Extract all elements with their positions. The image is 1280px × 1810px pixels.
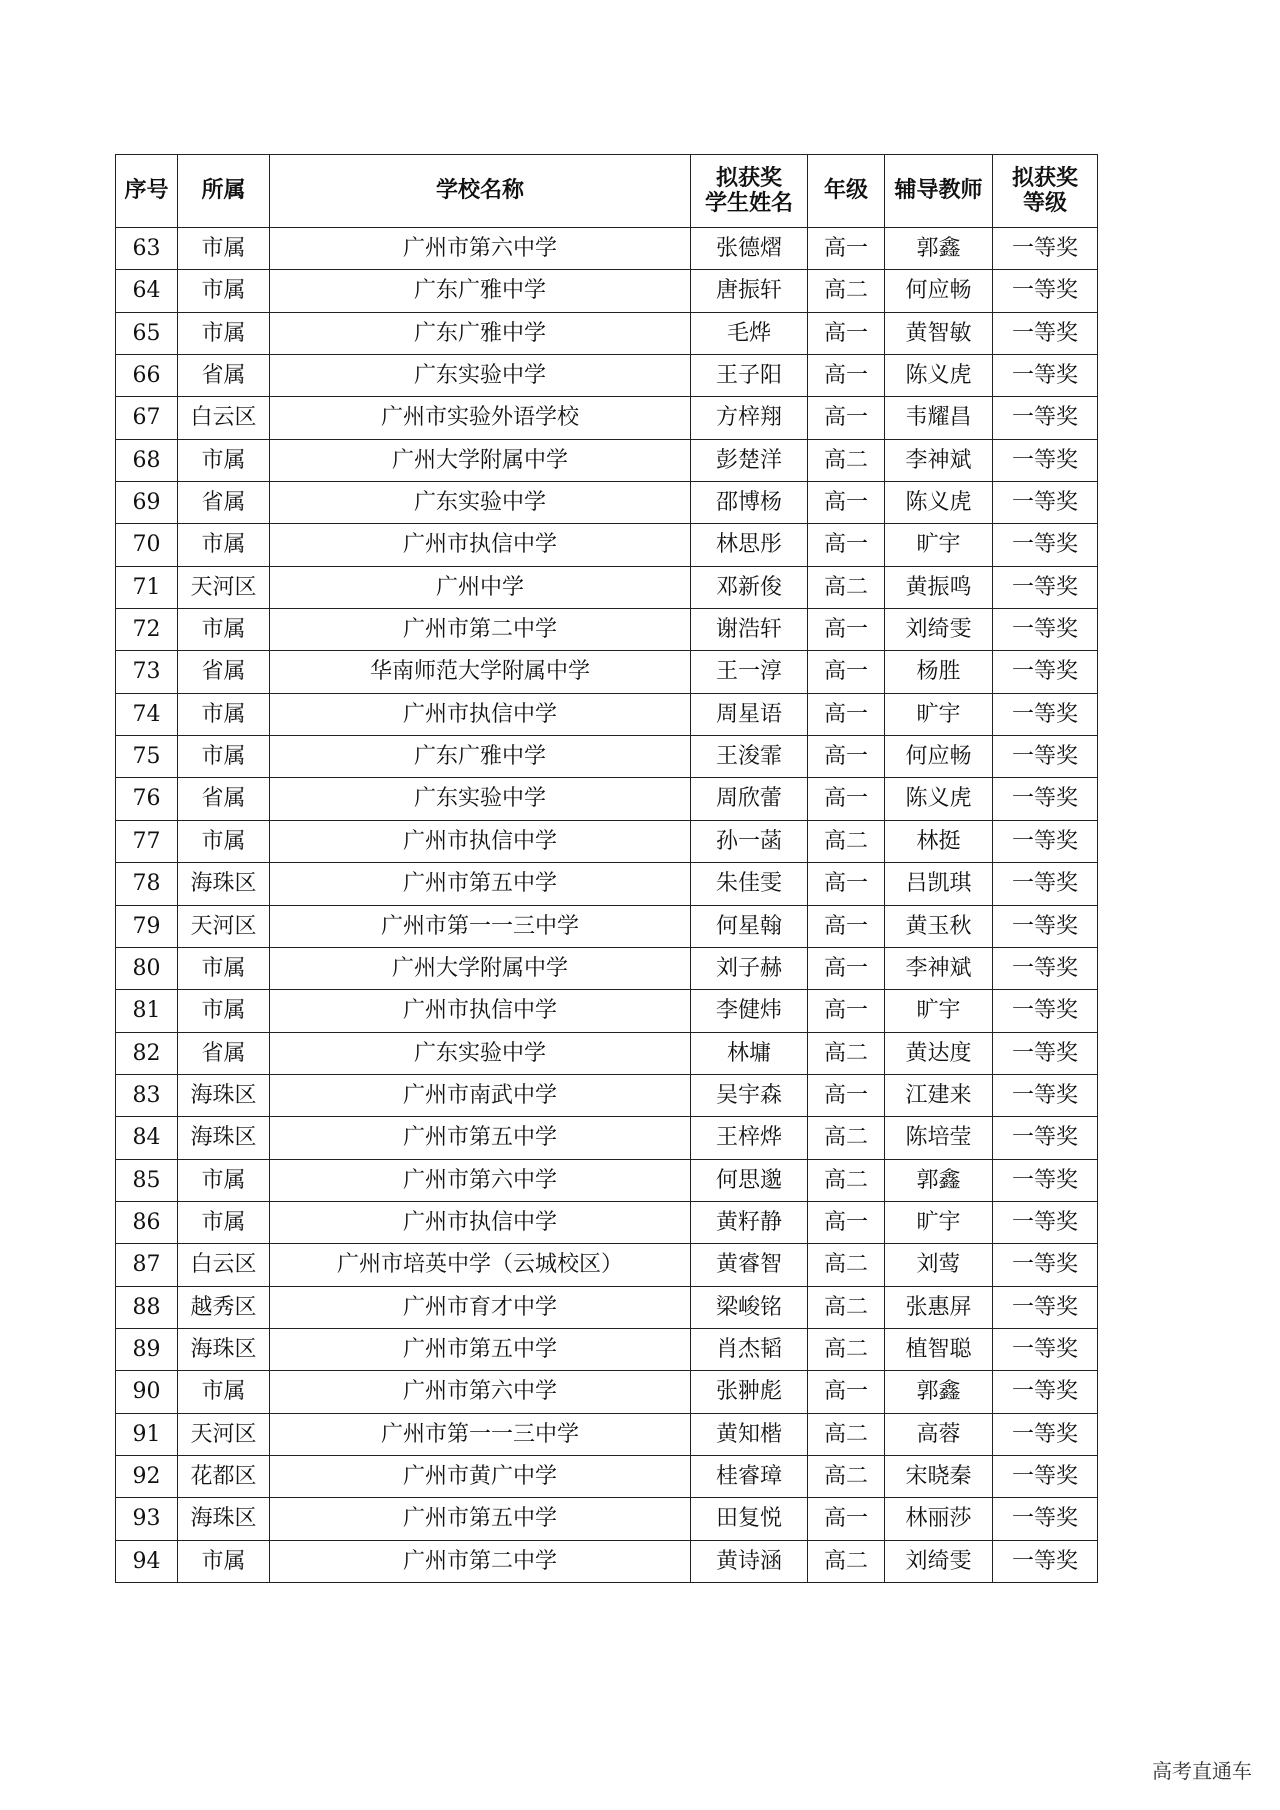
cell-affiliation: 省属 [178, 1032, 270, 1074]
cell-teacher: 刘绮雯 [885, 1540, 993, 1582]
cell-index: 74 [116, 693, 178, 735]
cell-teacher: 旷宇 [885, 1201, 993, 1243]
table-row [116, 1498, 1098, 1540]
header-award [993, 155, 1098, 228]
cell-student: 周欣蕾 [691, 778, 808, 820]
cell-index: 70 [116, 524, 178, 566]
cell-award: 一等奖 [993, 863, 1098, 905]
cell-school: 广州市培英中学（云城校区） [270, 1244, 691, 1286]
cell-grade: 高二 [808, 1328, 885, 1370]
cell-school: 广东实验中学 [270, 355, 691, 397]
cell-grade: 高一 [808, 947, 885, 989]
cell-school: 广州市育才中学 [270, 1286, 691, 1328]
awards-table [115, 154, 1098, 1583]
table-row [116, 566, 1098, 608]
table-row [116, 1455, 1098, 1497]
cell-school: 广州市第五中学 [270, 1498, 691, 1540]
cell-award: 一等奖 [993, 397, 1098, 439]
cell-school: 广州市执信中学 [270, 1201, 691, 1243]
cell-school: 广东实验中学 [270, 482, 691, 524]
cell-student: 刘子赫 [691, 947, 808, 989]
cell-index: 81 [116, 990, 178, 1032]
table-row [116, 1413, 1098, 1455]
cell-student: 唐振轩 [691, 270, 808, 312]
cell-teacher: 陈培莹 [885, 1117, 993, 1159]
cell-student: 方梓翔 [691, 397, 808, 439]
cell-school: 广州市执信中学 [270, 820, 691, 862]
cell-student: 黄知楷 [691, 1413, 808, 1455]
cell-award: 一等奖 [993, 1201, 1098, 1243]
cell-award: 一等奖 [993, 1244, 1098, 1286]
cell-award: 一等奖 [993, 693, 1098, 735]
cell-index: 63 [116, 228, 178, 270]
cell-student: 黄籽静 [691, 1201, 808, 1243]
cell-grade: 高一 [808, 736, 885, 778]
cell-index: 94 [116, 1540, 178, 1582]
cell-school: 广州市第六中学 [270, 1371, 691, 1413]
cell-grade: 高二 [808, 566, 885, 608]
cell-index: 92 [116, 1455, 178, 1497]
cell-affiliation: 市属 [178, 270, 270, 312]
table-row [116, 1371, 1098, 1413]
cell-index: 85 [116, 1159, 178, 1201]
cell-school: 广东广雅中学 [270, 270, 691, 312]
cell-grade: 高二 [808, 1032, 885, 1074]
table-row [116, 947, 1098, 989]
cell-index: 91 [116, 1413, 178, 1455]
cell-award: 一等奖 [993, 1159, 1098, 1201]
table-row [116, 1244, 1098, 1286]
cell-grade: 高二 [808, 1540, 885, 1582]
cell-grade: 高一 [808, 609, 885, 651]
cell-affiliation: 市属 [178, 820, 270, 862]
cell-teacher: 旷宇 [885, 693, 993, 735]
cell-student: 邓新俊 [691, 566, 808, 608]
table-row [116, 312, 1098, 354]
cell-affiliation: 市属 [178, 693, 270, 735]
cell-index: 89 [116, 1328, 178, 1370]
cell-teacher: 黄达度 [885, 1032, 993, 1074]
cell-affiliation: 越秀区 [178, 1286, 270, 1328]
cell-affiliation: 市属 [178, 609, 270, 651]
cell-grade: 高二 [808, 1286, 885, 1328]
cell-award: 一等奖 [993, 947, 1098, 989]
cell-affiliation: 市属 [178, 228, 270, 270]
cell-teacher: 张惠屏 [885, 1286, 993, 1328]
cell-index: 84 [116, 1117, 178, 1159]
cell-award: 一等奖 [993, 1540, 1098, 1582]
cell-student: 张翀彪 [691, 1371, 808, 1413]
cell-index: 69 [116, 482, 178, 524]
cell-school: 广州市第五中学 [270, 863, 691, 905]
cell-student: 梁峻铭 [691, 1286, 808, 1328]
cell-teacher: 陈义虎 [885, 355, 993, 397]
cell-index: 79 [116, 905, 178, 947]
table-row [116, 482, 1098, 524]
header-index: 序号 [116, 155, 178, 228]
cell-index: 66 [116, 355, 178, 397]
cell-teacher: 何应畅 [885, 270, 993, 312]
header-student [691, 155, 808, 228]
cell-award: 一等奖 [993, 1455, 1098, 1497]
cell-affiliation: 天河区 [178, 905, 270, 947]
cell-award: 一等奖 [993, 228, 1098, 270]
cell-award: 一等奖 [993, 1286, 1098, 1328]
cell-index: 90 [116, 1371, 178, 1413]
cell-award: 一等奖 [993, 1498, 1098, 1540]
cell-student: 肖杰韬 [691, 1328, 808, 1370]
cell-grade: 高一 [808, 355, 885, 397]
cell-grade: 高一 [808, 1371, 885, 1413]
cell-index: 76 [116, 778, 178, 820]
cell-teacher: 郭鑫 [885, 1371, 993, 1413]
cell-affiliation: 海珠区 [178, 1498, 270, 1540]
table-row [116, 863, 1098, 905]
cell-award: 一等奖 [993, 270, 1098, 312]
cell-grade: 高一 [808, 651, 885, 693]
table-row [116, 397, 1098, 439]
cell-award: 一等奖 [993, 1371, 1098, 1413]
cell-index: 71 [116, 566, 178, 608]
cell-grade: 高一 [808, 482, 885, 524]
cell-student: 周星语 [691, 693, 808, 735]
cell-grade: 高一 [808, 990, 885, 1032]
cell-school: 广州市南武中学 [270, 1074, 691, 1116]
header-grade: 年级 [808, 155, 885, 228]
cell-student: 黄睿智 [691, 1244, 808, 1286]
cell-student: 王浚霏 [691, 736, 808, 778]
cell-teacher: 李神斌 [885, 439, 993, 481]
cell-grade: 高一 [808, 693, 885, 735]
header-student-line2: 学生姓名 [704, 191, 793, 216]
cell-student: 桂睿璋 [691, 1455, 808, 1497]
cell-grade: 高一 [808, 1074, 885, 1116]
cell-affiliation: 白云区 [178, 397, 270, 439]
cell-student: 谢浩轩 [691, 609, 808, 651]
header-teacher: 辅导教师 [885, 155, 993, 228]
table-row [116, 1328, 1098, 1370]
table-row [116, 1074, 1098, 1116]
cell-index: 83 [116, 1074, 178, 1116]
cell-award: 一等奖 [993, 651, 1098, 693]
cell-index: 72 [116, 609, 178, 651]
table-row [116, 1159, 1098, 1201]
cell-school: 广州市黄广中学 [270, 1455, 691, 1497]
cell-student: 王一淳 [691, 651, 808, 693]
cell-grade: 高一 [808, 524, 885, 566]
cell-award: 一等奖 [993, 905, 1098, 947]
cell-index: 78 [116, 863, 178, 905]
cell-teacher: 旷宇 [885, 990, 993, 1032]
table-row [116, 990, 1098, 1032]
cell-affiliation: 白云区 [178, 1244, 270, 1286]
cell-affiliation: 海珠区 [178, 1117, 270, 1159]
table-row [116, 1540, 1098, 1582]
table-row [116, 355, 1098, 397]
table-row [116, 439, 1098, 481]
cell-index: 73 [116, 651, 178, 693]
header-affiliation: 所属 [178, 155, 270, 228]
cell-teacher: 郭鑫 [885, 228, 993, 270]
cell-teacher: 何应畅 [885, 736, 993, 778]
cell-student: 朱佳雯 [691, 863, 808, 905]
cell-award: 一等奖 [993, 609, 1098, 651]
cell-affiliation: 市属 [178, 1201, 270, 1243]
cell-school: 广州市执信中学 [270, 693, 691, 735]
cell-student: 何星翰 [691, 905, 808, 947]
cell-award: 一等奖 [993, 990, 1098, 1032]
cell-grade: 高一 [808, 397, 885, 439]
cell-index: 75 [116, 736, 178, 778]
cell-affiliation: 天河区 [178, 566, 270, 608]
cell-student: 王梓烨 [691, 1117, 808, 1159]
table-row [116, 1286, 1098, 1328]
cell-teacher: 高蓉 [885, 1413, 993, 1455]
table-row [116, 651, 1098, 693]
cell-school: 华南师范大学附属中学 [270, 651, 691, 693]
cell-student: 张德熠 [691, 228, 808, 270]
cell-award: 一等奖 [993, 1328, 1098, 1370]
cell-school: 广东广雅中学 [270, 312, 691, 354]
cell-school: 广州大学附属中学 [270, 439, 691, 481]
cell-teacher: 旷宇 [885, 524, 993, 566]
cell-teacher: 黄玉秋 [885, 905, 993, 947]
cell-grade: 高二 [808, 1117, 885, 1159]
cell-school: 广州市第五中学 [270, 1117, 691, 1159]
cell-grade: 高一 [808, 228, 885, 270]
cell-school: 广州市第二中学 [270, 1540, 691, 1582]
header-school: 学校名称 [270, 155, 691, 228]
cell-student: 李健炜 [691, 990, 808, 1032]
cell-award: 一等奖 [993, 1117, 1098, 1159]
cell-grade: 高二 [808, 1455, 885, 1497]
cell-teacher: 李神斌 [885, 947, 993, 989]
cell-index: 64 [116, 270, 178, 312]
cell-award: 一等奖 [993, 820, 1098, 862]
cell-grade: 高二 [808, 1159, 885, 1201]
cell-school: 广州市第六中学 [270, 228, 691, 270]
cell-affiliation: 市属 [178, 1159, 270, 1201]
cell-teacher: 刘莺 [885, 1244, 993, 1286]
cell-award: 一等奖 [993, 439, 1098, 481]
cell-school: 广州市执信中学 [270, 524, 691, 566]
cell-teacher: 林挺 [885, 820, 993, 862]
cell-school: 广州市第五中学 [270, 1328, 691, 1370]
cell-affiliation: 海珠区 [178, 1328, 270, 1370]
cell-school: 广州大学附属中学 [270, 947, 691, 989]
cell-school: 广州中学 [270, 566, 691, 608]
cell-school: 广东广雅中学 [270, 736, 691, 778]
cell-award: 一等奖 [993, 355, 1098, 397]
cell-teacher: 黄智敏 [885, 312, 993, 354]
cell-grade: 高一 [808, 905, 885, 947]
cell-student: 毛烨 [691, 312, 808, 354]
cell-teacher: 吕凯琪 [885, 863, 993, 905]
cell-grade: 高二 [808, 270, 885, 312]
table-row [116, 228, 1098, 270]
cell-grade: 高二 [808, 1244, 885, 1286]
cell-teacher: 郭鑫 [885, 1159, 993, 1201]
cell-index: 77 [116, 820, 178, 862]
header-student-line1: 拟获奖 [715, 165, 782, 191]
cell-affiliation: 市属 [178, 947, 270, 989]
cell-teacher: 植智聪 [885, 1328, 993, 1370]
cell-teacher: 江建来 [885, 1074, 993, 1116]
cell-award: 一等奖 [993, 312, 1098, 354]
table-row [116, 693, 1098, 735]
table-header [116, 155, 1098, 228]
cell-teacher: 黄振鸣 [885, 566, 993, 608]
cell-affiliation: 市属 [178, 990, 270, 1032]
table-row [116, 524, 1098, 566]
header-row [116, 155, 1098, 228]
cell-affiliation: 省属 [178, 778, 270, 820]
cell-affiliation: 市属 [178, 524, 270, 566]
cell-index: 88 [116, 1286, 178, 1328]
cell-teacher: 杨胜 [885, 651, 993, 693]
cell-student: 孙一菡 [691, 820, 808, 862]
cell-index: 93 [116, 1498, 178, 1540]
cell-index: 86 [116, 1201, 178, 1243]
cell-grade: 高一 [808, 1498, 885, 1540]
cell-affiliation: 市属 [178, 1371, 270, 1413]
table-row [116, 1201, 1098, 1243]
cell-affiliation: 省属 [178, 651, 270, 693]
table-row [116, 736, 1098, 778]
cell-award: 一等奖 [993, 1074, 1098, 1116]
cell-teacher: 陈义虎 [885, 482, 993, 524]
watermark: 高考直通车 [1152, 1759, 1252, 1783]
cell-index: 80 [116, 947, 178, 989]
cell-teacher: 韦耀昌 [885, 397, 993, 439]
header-award-line2: 等级 [1022, 191, 1067, 216]
cell-student: 吴宇森 [691, 1074, 808, 1116]
table-row [116, 1032, 1098, 1074]
cell-affiliation: 海珠区 [178, 863, 270, 905]
table-row [116, 270, 1098, 312]
cell-grade: 高一 [808, 312, 885, 354]
cell-index: 67 [116, 397, 178, 439]
cell-school: 广州市第二中学 [270, 609, 691, 651]
cell-index: 65 [116, 312, 178, 354]
cell-student: 何思邈 [691, 1159, 808, 1201]
cell-award: 一等奖 [993, 566, 1098, 608]
cell-student: 彭楚洋 [691, 439, 808, 481]
table-row [116, 778, 1098, 820]
cell-school: 广州市执信中学 [270, 990, 691, 1032]
cell-grade: 高一 [808, 863, 885, 905]
cell-grade: 高二 [808, 1413, 885, 1455]
cell-teacher: 陈义虎 [885, 778, 993, 820]
cell-grade: 高一 [808, 778, 885, 820]
cell-grade: 高一 [808, 1201, 885, 1243]
cell-affiliation: 海珠区 [178, 1074, 270, 1116]
cell-student: 黄诗涵 [691, 1540, 808, 1582]
cell-school: 广州市第一一三中学 [270, 905, 691, 947]
cell-award: 一等奖 [993, 778, 1098, 820]
table-body [116, 228, 1098, 1583]
cell-affiliation: 天河区 [178, 1413, 270, 1455]
cell-school: 广州市第六中学 [270, 1159, 691, 1201]
table-row [116, 820, 1098, 862]
cell-award: 一等奖 [993, 736, 1098, 778]
cell-award: 一等奖 [993, 482, 1098, 524]
cell-school: 广东实验中学 [270, 1032, 691, 1074]
cell-award: 一等奖 [993, 1413, 1098, 1455]
header-award-line1: 拟获奖 [1011, 165, 1078, 191]
cell-award: 一等奖 [993, 524, 1098, 566]
table-row [116, 1117, 1098, 1159]
cell-index: 82 [116, 1032, 178, 1074]
cell-student: 林思彤 [691, 524, 808, 566]
cell-teacher: 林丽莎 [885, 1498, 993, 1540]
cell-teacher: 刘绮雯 [885, 609, 993, 651]
cell-affiliation: 市属 [178, 439, 270, 481]
cell-index: 68 [116, 439, 178, 481]
cell-student: 邵博杨 [691, 482, 808, 524]
cell-school: 广州市第一一三中学 [270, 1413, 691, 1455]
cell-affiliation: 省属 [178, 355, 270, 397]
cell-student: 王子阳 [691, 355, 808, 397]
cell-grade: 高二 [808, 439, 885, 481]
cell-student: 田复悦 [691, 1498, 808, 1540]
table-row [116, 609, 1098, 651]
cell-grade: 高二 [808, 820, 885, 862]
cell-school: 广州市实验外语学校 [270, 397, 691, 439]
cell-student: 林墉 [691, 1032, 808, 1074]
cell-affiliation: 花都区 [178, 1455, 270, 1497]
cell-affiliation: 市属 [178, 312, 270, 354]
cell-award: 一等奖 [993, 1032, 1098, 1074]
table-row [116, 905, 1098, 947]
cell-school: 广东实验中学 [270, 778, 691, 820]
cell-index: 87 [116, 1244, 178, 1286]
cell-affiliation: 省属 [178, 482, 270, 524]
cell-affiliation: 市属 [178, 736, 270, 778]
cell-affiliation: 市属 [178, 1540, 270, 1582]
cell-teacher: 宋晓秦 [885, 1455, 993, 1497]
